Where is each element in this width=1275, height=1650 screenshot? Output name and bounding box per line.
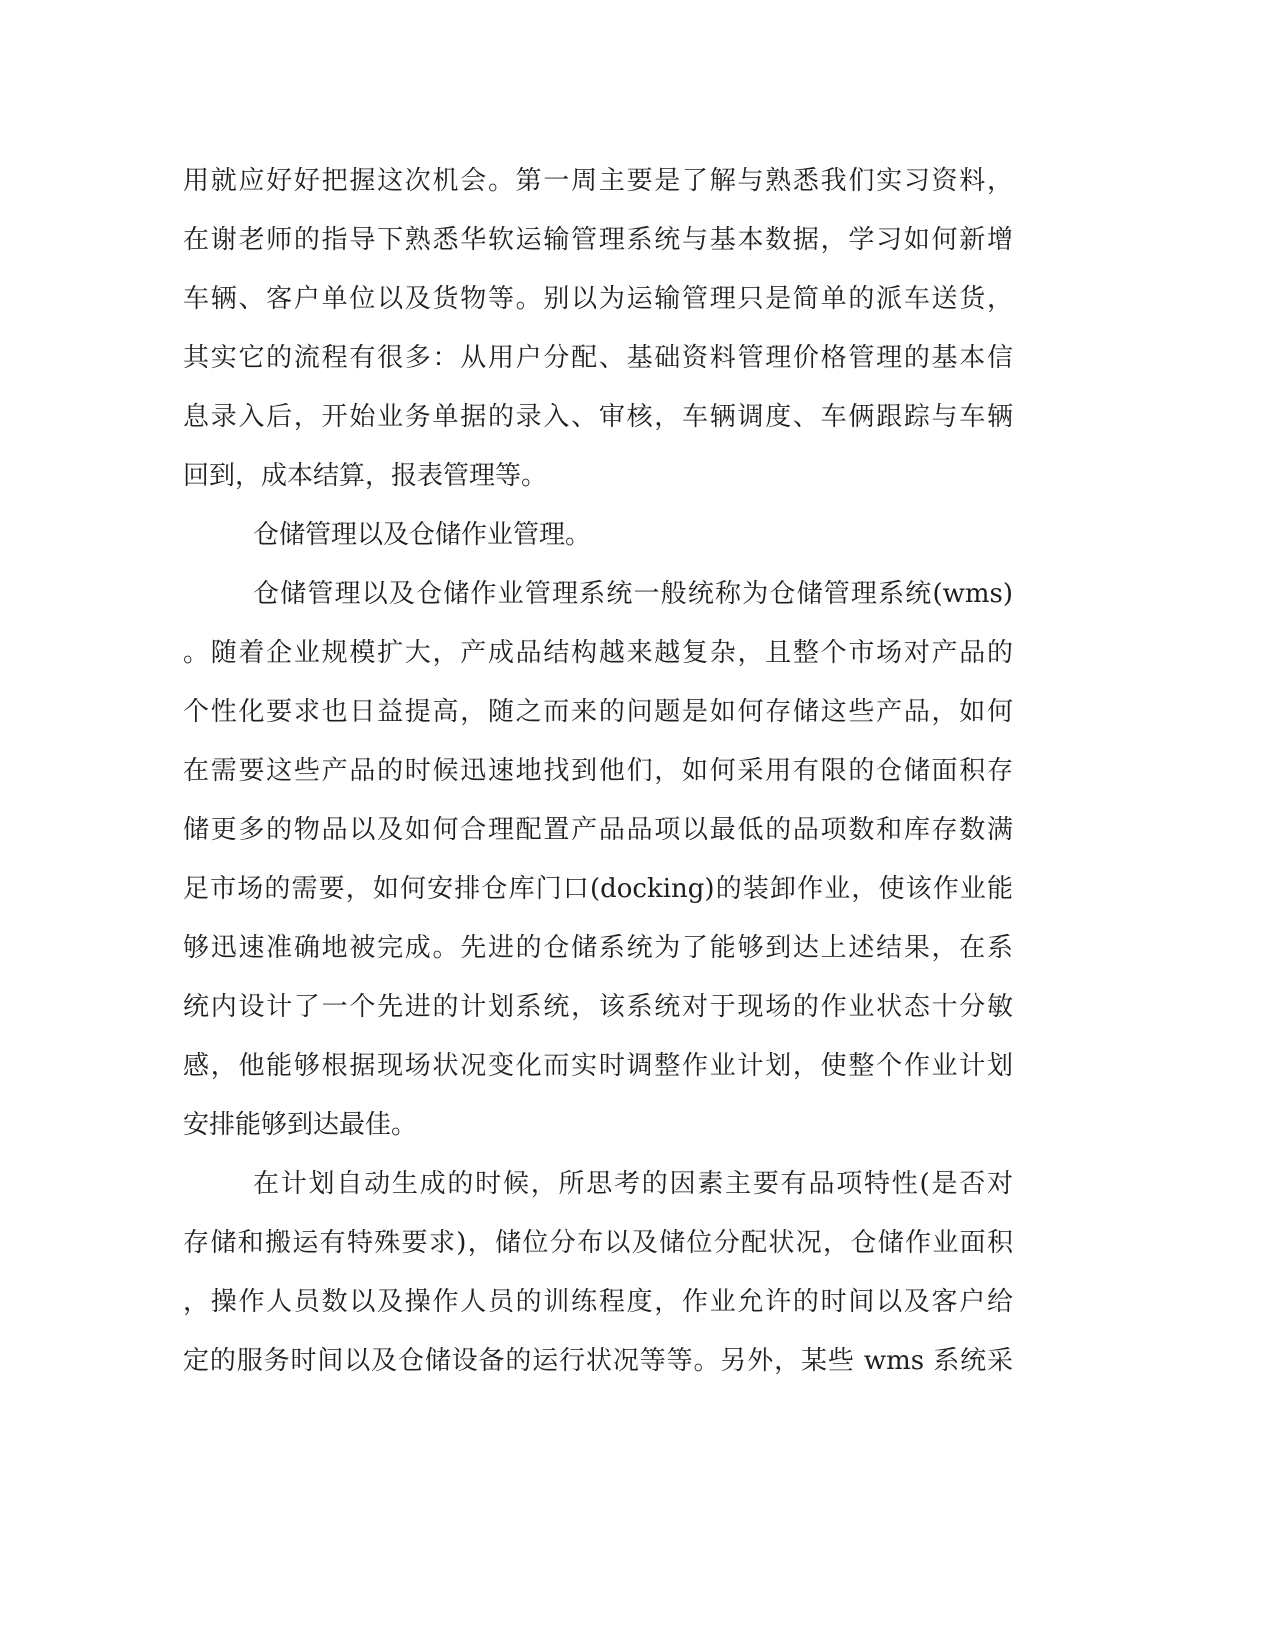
text-line: 够迅速准确地被完成。先进的仓储系统为了能够到达上述结果，在系: [183, 933, 1013, 963]
text-line: 安排能够到达最佳。: [183, 1110, 418, 1140]
text-line: 在需要这些产品的时候迅速地找到他们，如何采用有限的仓储面积存: [183, 756, 1013, 786]
text-line: 用就应好好把握这次机会。第一周主要是了解与熟悉我们实习资料，: [183, 166, 1013, 196]
text-line: 其实它的流程有很多：从用户分配、基础资料管理价格管理的基本信: [183, 343, 1013, 373]
text-line: 储更多的物品以及如何合理配置产品品项以最低的品项数和库存数满: [183, 815, 1013, 845]
text-line: 在计划自动生成的时候，所思考的因素主要有品项特性(是否对: [253, 1169, 1013, 1199]
body-text: [183, 152, 1013, 1391]
text-line: 息录入后，开始业务单据的录入、审核，车辆调度、车俩跟踪与车辆: [183, 402, 1013, 432]
text-line: ，操作人员数以及操作人员的训练程度，作业允许的时间以及客户给: [183, 1287, 1013, 1317]
text-line: 定的服务时间以及仓储设备的运行状况等等。另外，某些 wms 系统采: [183, 1346, 1013, 1376]
text-line: 回到，成本结算，报表管理等。: [183, 461, 548, 491]
text-line: 足市场的需要，如何安排仓库门口(docking)的装卸作业，使该作业能: [183, 874, 1013, 904]
text-line: 。随着企业规模扩大，产成品结构越来越复杂，且整个市场对产品的: [183, 638, 1013, 668]
text-line: 个性化要求也日益提高，随之而来的问题是如何存储这些产品，如何: [183, 697, 1013, 727]
text-line: 仓储管理以及仓储作业管理系统一般统称为仓储管理系统(wms): [253, 579, 1013, 609]
section-heading: 仓储管理以及仓储作业管理。: [253, 520, 592, 550]
text-line: 感，他能够根据现场状况变化而实时调整作业计划，使整个作业计划: [183, 1051, 1013, 1081]
text-line: 在谢老师的指导下熟悉华软运输管理系统与基本数据，学习如何新增: [183, 225, 1013, 255]
text-line: 存储和搬运有特殊要求)，储位分布以及储位分配状况，仓储作业面积: [183, 1228, 1013, 1258]
text-line: 车辆、客户单位以及货物等。别以为运输管理只是简单的派车送货，: [183, 284, 1013, 314]
text-line: 统内设计了一个先进的计划系统，该系统对于现场的作业状态十分敏: [183, 992, 1013, 1022]
